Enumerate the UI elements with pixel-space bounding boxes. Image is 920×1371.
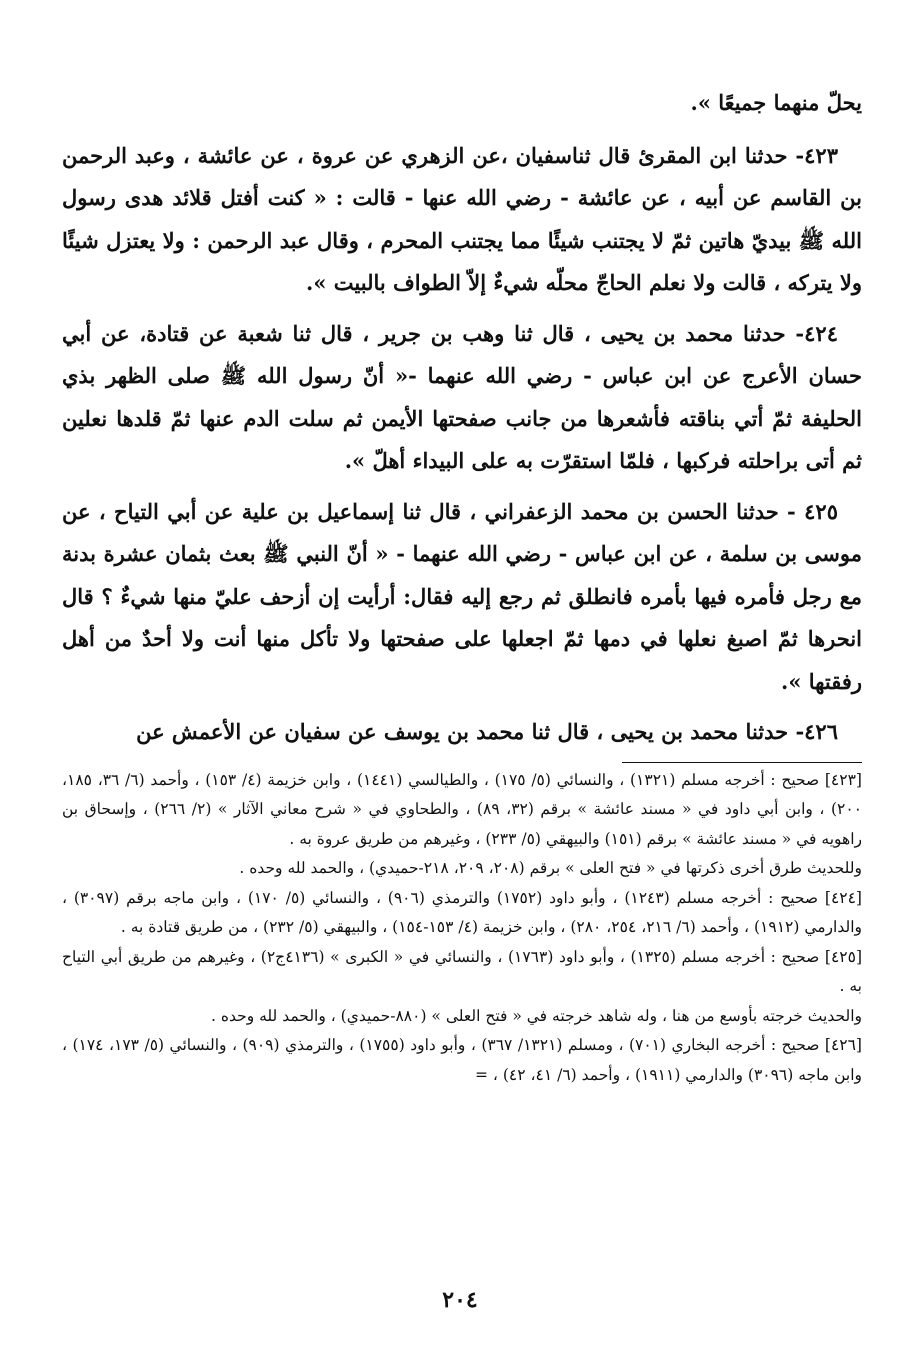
- footnote-425-extra: والحديث خرجته بأوسع من هنا ، وله شاهد خرجته في « فتح العلى » (٨٨٠-حميدي) ، والحمد لله وحده .: [211, 1006, 862, 1025]
- page-body: [62, 82, 862, 1090]
- footnote-separator: [622, 762, 862, 763]
- hadith-426-start: ٤٢٦- حدثنا محمد بن يحيى ، قال ثنا محمد بن يوسف عن سفيان عن الأعمش عن: [136, 719, 838, 744]
- main-text: [62, 82, 862, 754]
- hadith-425: ٤٢٥ - حدثنا الحسن بن محمد الزعفراني ، قال ثنا إسماعيل بن علية عن أبي التياح ، عن موسى بن سلمة ، عن ابن عباس - رضي الله عنهما - « أنّ النبي ﷺ بعث بثمان عشرة بدنة مع رجل فأمره فيها بأمره فانطلق ثم رجع إليه فقال: أرأيت إن أزحف عليّ منها شيءٌ ؟ قال انحرها ثمّ اصبغ نعلها في دمها ثمّ اجعلها على صفحتها ولا تأكل منها أنت ولا أحدٌ من أهل رفقتها ».: [62, 498, 862, 694]
- hadith-424: ٤٢٤- حدثنا محمد بن يحيى ، قال ثنا وهب بن جرير ، قال ثنا شعبة عن قتادة، عن أبي حسان الأعرج عن ابن عباس - رضي الله عنهما -« أنّ رسول الله ﷺ صلى الظهر بذي الحليفة ثمّ أتي بناقته فأشعرها من جانب صفحتها الأيمن ثم سلت الدم عنها ثمّ قلدها نعلين ثم أتى براحلته فركبها ، فلمّا استقرّت به على البيداء أهلّ ».: [62, 320, 862, 473]
- footnote-423-extra: وللحديث طرق أخرى ذكرتها في « فتح العلى » برقم (٢٠٨، ٢٠٩، ٢١٨-حميدي) ، والحمد لله وحده .: [239, 859, 862, 877]
- footnote-424: [٤٢٤] صحيح : أخرجه مسلم (١٢٤٣) ، وأبو داود (١٧٥٢) والترمذي (٩٠٦) ، والنسائي (٥/ ١٧٠) ، وابن ماجه برقم (٣٠٩٧) ، والدارمي (١٩١٢) ، وأحمد (٦/ ٢١٦، ٢٥٤، ٢٨٠) ، وابن خزيمة (٤/ ١٥٣-١٥٤) ، والبيهقي (٥/ ٢٣٢) ، من طريق قتادة به .: [62, 888, 862, 936]
- footnote-425: [٤٢٥] صحيح : أخرجه مسلم (١٣٢٥) ، وأبو داود (١٧٦٣) ، والنسائي في « الكبرى » (٤١٣٦ج٢) ، وغيرهم من طريق أبي التياح به .: [62, 947, 862, 995]
- page-number: ٢٠٤: [442, 1287, 478, 1313]
- footnote-423: [٤٢٣] صحيح : أخرجه مسلم (١٣٢١) ، والنسائي (٥/ ١٧٥) ، والطيالسي (١٤٤١) ، وابن خزيمة (٤/ ١٥٣) ، وأحمد (٦/ ٣٦، ١٨٥، ٢٠٠) ، وابن أبي داود في « مسند عائشة » برقم (٣٢، ٨٩) ، والطحاوي في « شرح معاني الآثار » (٢/ ٢٦٦) ، وإسحاق بن راهويه في « مسند عائشة » برقم (١٥١) والبيهقي (٥/ ٢٣٣) ، وغيرهم من طريق عروة به .: [62, 770, 862, 848]
- paragraph-continuation: يحلّ منهما جميعًا ».: [690, 90, 862, 115]
- footnote-426: [٤٢٦] صحيح : أخرجه البخاري (٧٠١) ، ومسلم (١٣٢١/ ٣٦٧) ، وأبو داود (١٧٥٥) ، والترمذي (٩٠٩) ، والنسائي (٥/ ١٧٣، ١٧٤) ، وابن ماجه (٣٠٩٦) والدارمي (١٩١١) ، وأحمد (٦/ ٤١، ٤٢) ، =: [62, 1036, 862, 1084]
- hadith-423: ٤٢٣- حدثنا ابن المقرئ قال ثناسفيان ،عن الزهري عن عروة ، عن عائشة ، وعبد الرحمن بن القاسم عن أبيه ، عن عائشة - رضي الله عنها - قالت : « كنت أفتل قلائد هدى رسول الله ﷺ بيديّ هاتين ثمّ لا يجتنب شيئًا مما يجتنب المحرم ، وقال عبد الرحمن : ولا يعتزل شيئًا ولا يتركه ، قالت ولا نعلم الحاجّ محلّه شيءٌ إلاّ الطواف بالبيت ».: [62, 142, 862, 295]
- footnotes: [62, 766, 862, 1091]
